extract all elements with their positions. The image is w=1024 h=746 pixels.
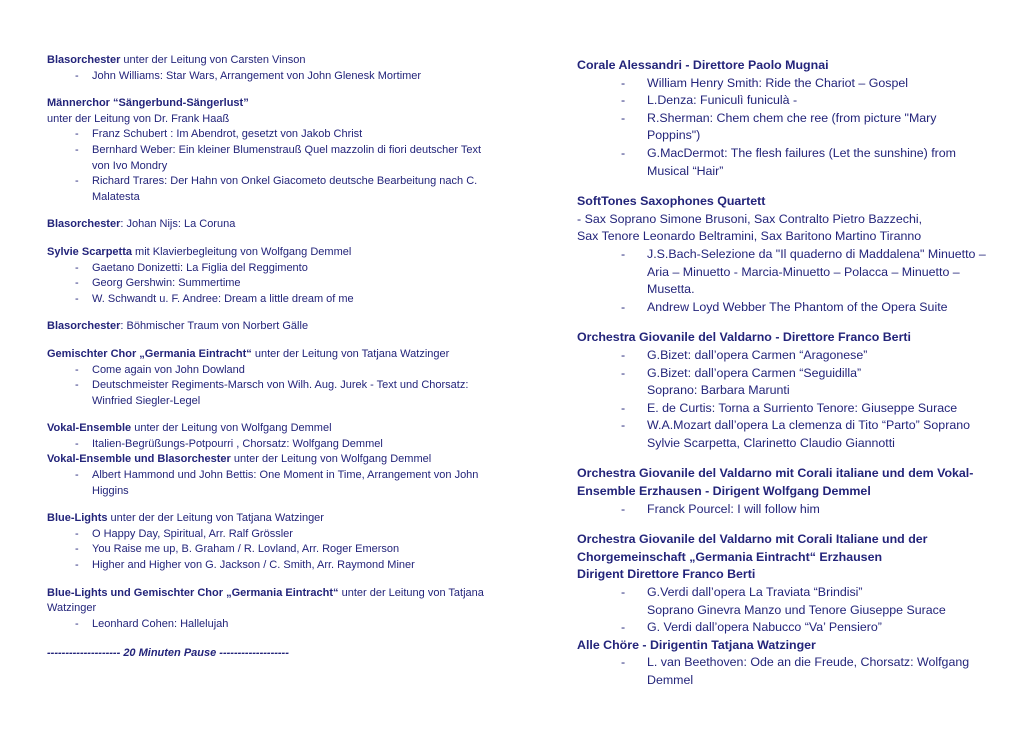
piece-list: [577, 584, 992, 602]
ensemble-name: Orchestra Giovanile del Valdarno mit Corali Italiane und der Chorgemeinschaft „Germania Eintracht“ Erzhausen: [577, 532, 928, 564]
piece: - Leonhard Cohen: Hallelujah: [47, 617, 497, 633]
program-item: [47, 511, 497, 573]
piece: - Franz Schubert : Im Abendrot, gesetzt von Jakob Christ: [47, 127, 497, 143]
piece-list: [47, 437, 497, 453]
ensemble-name: Blasorchester: [47, 320, 121, 333]
ensemble-name: Vokal-Ensemble: [47, 422, 132, 435]
ensemble-detail: Sax Tenore Leonardo Beltramini, Sax Baritono Martino Tiranno: [577, 229, 922, 244]
intermission-line: -------------------- 20 Minuten Pause -------------------: [47, 647, 289, 660]
piece: - W.A.Mozart dall’opera La clemenza di Tito “Parto” Soprano Sylvie Scarpetta, Clarinetto Claudio Giannotti: [577, 417, 992, 452]
program-item: [47, 586, 497, 633]
program-item: [47, 217, 497, 233]
ensemble-detail: unter der Leitung von Tatjana Watzinger: [251, 347, 450, 360]
program-item: [47, 0, 497, 84]
piece: - G.Verdi dall’opera La Traviata “Brindisi”: [577, 584, 992, 602]
soloist-line: Soprano: Barbara Marunti: [647, 383, 790, 398]
piece: - Franck Pourcel: I will follow him: [577, 501, 992, 519]
piece: - L.Denza: Funiculì funiculà -: [577, 92, 992, 110]
ensemble-name: Vokal-Ensemble und Blasorchester: [47, 453, 231, 466]
piece: - G.Bizet: dall’opera Carmen “Seguidilla”: [577, 365, 992, 383]
piece: - You Raise me up, B. Graham / R. Lovland, Arr. Roger Emerson: [47, 542, 497, 558]
piece: - Italien-Begrüßungs-Potpourri , Chorsatz: Wolfgang Demmel: [47, 437, 497, 453]
piece-list: [577, 400, 992, 453]
ensemble-name: Blue-Lights: [47, 512, 108, 525]
ensemble-name: Sylvie Scarpetta: [47, 245, 132, 258]
piece-list: [577, 75, 992, 181]
piece: - E. de Curtis: Torna a Surriento Tenore: Giuseppe Surace: [577, 400, 992, 418]
ensemble-name: Orchestra Giovanile del Valdarno mit Corali italiane und dem Vokal-Ensemble Erzhausen - Dirigent Wolfgang Demmel: [577, 466, 974, 499]
ensemble-name: SoftTones Saxophones Quartett: [577, 194, 766, 209]
piece-list: [47, 468, 497, 499]
piece-list: [577, 246, 992, 316]
piece-list: [47, 261, 497, 308]
ensemble-detail: mit Klavierbegleitung von Wolfgang Demmel: [132, 245, 352, 258]
piece: - R.Sherman: Chem chem che ree (from picture "Mary Poppins"): [577, 110, 992, 145]
ensemble-name: Männerchor “Sängerbund-Sängerlust”: [47, 97, 249, 110]
ensemble-detail: unter der Leitung von Wolfgang Demmel: [230, 453, 432, 466]
ensemble-name: Corale Alessandri - Direttore Paolo Mugnai: [577, 58, 829, 72]
piece: - Deutschmeister Regiments-Marsch von Wilh. Aug. Jurek - Text und Chorsatz: Winfried Siegler-Legel: [47, 378, 497, 409]
piece: - William Henry Smith: Ride the Chariot – Gospel: [577, 75, 992, 93]
ensemble-detail: unter der der Leitung von Tatjana Watzinger: [107, 512, 324, 525]
program-item: [47, 245, 497, 307]
program-item: [577, 329, 992, 452]
piece-list: [47, 127, 497, 205]
piece: - W. Schwandt u. F. Andree: Dream a little dream of me: [47, 292, 497, 308]
ensemble-detail: : Böhmischer Traum von Norbert Gälle: [120, 320, 309, 333]
soloist-line: Soprano Ginevra Manzo und Tenore Giuseppe Surace: [647, 602, 946, 617]
piece: - Bernhard Weber: Ein kleiner Blumenstrauß Quel mazzolin di fiori deutscher Text von Ivo Mondry: [47, 143, 497, 174]
ensemble-name: Orchestra Giovanile del Valdarno - Direttore Franco Berti: [577, 330, 911, 345]
piece: - Andrew Loyd Webber The Phantom of the Opera Suite: [577, 299, 992, 317]
left-column: [47, 0, 497, 662]
piece: - Georg Gershwin: Summertime: [47, 276, 497, 292]
piece: - Gaetano Donizetti: La Figlia del Reggimento: [47, 261, 497, 277]
piece-list: [577, 619, 992, 637]
piece-list: [47, 527, 497, 574]
piece-list: [577, 654, 992, 689]
piece: - John Williams: Star Wars, Arrangement von John Glenesk Mortimer: [47, 69, 497, 85]
piece-list: [47, 617, 497, 633]
right-column: [577, 0, 992, 703]
piece: - J.S.Bach-Selezione da "Il quaderno di Maddalena" Minuetto – Aria – Minuetto - Marcia-Minuetto – Polacca – Minuetto – Musetta.: [577, 246, 992, 299]
program-item: [577, 193, 992, 316]
program-item: [577, 0, 992, 180]
piece-list: [577, 347, 992, 382]
program-item: [47, 96, 497, 205]
program-item: [577, 465, 992, 518]
piece-list: [577, 501, 992, 519]
piece: - Higher and Higher von G. Jackson / C. Smith, Arr. Raymond Miner: [47, 558, 497, 574]
ensemble-name: Gemischter Chor „Germania Eintracht“: [47, 347, 252, 360]
ensemble-detail: unter der Leitung von Carsten Vinson: [120, 54, 306, 66]
piece: - Come again von John Dowland: [47, 363, 497, 379]
piece-list: [47, 363, 497, 410]
program-item: [47, 347, 497, 409]
ensemble-name: Blasorchester: [47, 54, 121, 66]
piece: - G.MacDermot: The flesh failures (Let the sunshine) from Musical “Hair”: [577, 145, 992, 180]
ensemble-detail: unter der Leitung von Wolfgang Demmel: [131, 422, 332, 435]
ensemble-detail: unter der Leitung von Dr. Frank Haaß: [47, 112, 230, 125]
conductor-line: Dirigent Direttore Franco Berti: [577, 567, 756, 582]
program-item: [47, 421, 497, 499]
ensemble-name: Blue-Lights und Gemischter Chor „Germania Eintracht“: [47, 586, 339, 599]
piece: - Richard Trares: Der Hahn von Onkel Giacometo deutsche Bearbeitung nach C. Malatesta: [47, 174, 497, 205]
piece: - G.Bizet: dall’opera Carmen “Aragonese”: [577, 347, 992, 365]
ensemble-name: Blasorchester: [47, 218, 121, 231]
ensemble-detail: - Sax Soprano Simone Brusoni, Sax Contralto Pietro Bazzechi,: [577, 211, 923, 226]
piece-list: [47, 69, 497, 85]
piece: - Albert Hammond und John Bettis: One Moment in Time, Arrangement von John Higgins: [47, 468, 497, 499]
program-item: [577, 531, 992, 689]
ensemble-detail: unter der Leitung von Tatjana Watzinger: [47, 586, 484, 615]
ensemble-name: Alle Chöre - Dirigentin Tatjana Watzinger: [577, 637, 816, 652]
program-item: [47, 319, 497, 335]
ensemble-detail: : Johan Nijs: La Coruna: [120, 218, 236, 231]
piece: - L. van Beethoven: Ode an die Freude, Chorsatz: Wolfgang Demmel: [577, 654, 992, 689]
piece: - O Happy Day, Spiritual, Arr. Ralf Grössler: [47, 527, 497, 543]
piece: - G. Verdi dall’opera Nabucco “Va’ Pensiero”: [577, 619, 992, 637]
